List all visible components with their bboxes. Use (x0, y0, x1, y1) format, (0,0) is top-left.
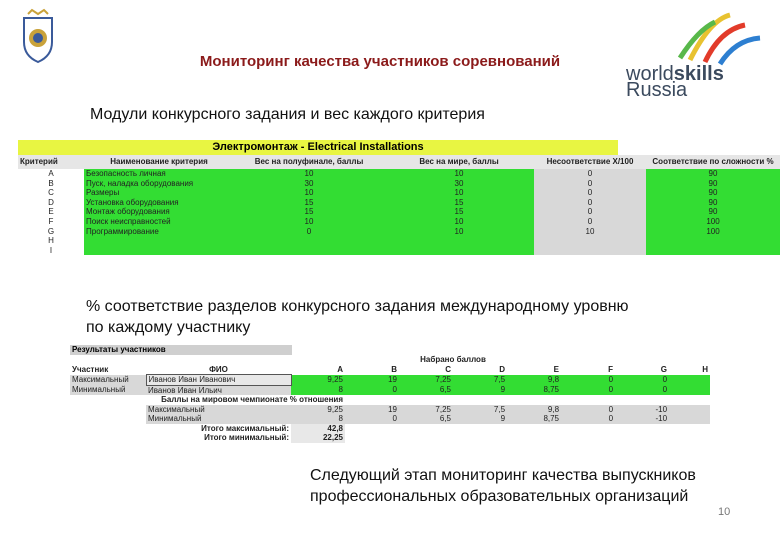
table-row: G Программирование 0 10 10 100 (18, 227, 780, 237)
world-label: Баллы на мировом чемпионате % отношения (161, 395, 343, 404)
results-table-title: Результаты участников (70, 345, 292, 355)
scored-label: Набрано баллов (420, 355, 486, 364)
col-complexity-match: Соответствие по сложности % (646, 155, 780, 169)
results-header-row: Участник ФИО A B C D E F G H (72, 364, 709, 374)
table-row: Минимальный 8 0 6,5 9 8,75 0 -10 (70, 414, 710, 424)
table-row: B Пуск, наладка оборудования 30 30 0 90 (18, 179, 780, 189)
table-row: I (18, 246, 780, 256)
table-row: Максимальный Иванов Иван Иванович 9,25 19 7,25 7,5 9,8 0 0 (70, 375, 710, 386)
table-row: E Монтаж оборудования 15 15 0 90 (18, 207, 780, 217)
worldskills-wordmark: worldskills Russia (626, 63, 724, 101)
col-criterion-name: Наименование критерия (84, 155, 234, 169)
table-row: A Безопасность личная 10 10 0 90 (18, 169, 780, 179)
table-row: Минимальный Иванов Иван Ильич 8 0 6,5 9 8,75 0 0 (70, 385, 710, 395)
criteria-table-title: Электромонтаж - Electrical Installations (18, 140, 618, 155)
criteria-header-row (18, 155, 780, 169)
col-criterion: Критерий (18, 155, 84, 169)
total-max-row: Итого максимальный: 42,8 (201, 423, 343, 433)
col-mismatch: Несоответствие Х/100 (534, 155, 646, 169)
page-number: 10 (718, 506, 731, 518)
criteria-table (18, 140, 780, 268)
table-row: D Установка оборудования 15 15 0 90 (18, 198, 780, 208)
section3-text: Следующий этап мониторинг качества выпускников профессиональных образовательных организаций (310, 467, 696, 505)
page-title: Мониторинг качества участников соревнований (199, 53, 561, 70)
total-min-row: Итого минимальный: 22,25 (204, 433, 343, 442)
section2-heading: % соответствие разделов конкурсного задания международному уровню по каждому участнику (86, 298, 629, 336)
table-row: Максимальный 9,25 19 7,25 7,5 9,8 0 -10 (70, 405, 710, 415)
col-world-weight: Вес на мире, баллы (384, 155, 534, 169)
table-row: H (18, 236, 780, 246)
col-semifinal-weight: Вес на полуфинале, баллы (234, 155, 384, 169)
table-row: F Поиск неисправностей 10 10 0 100 (18, 217, 780, 227)
results-table (70, 345, 710, 443)
section1-heading: Модули конкурсного задания и вес каждого критерия (90, 106, 485, 123)
table-row: C Размеры 10 10 0 90 (18, 188, 780, 198)
